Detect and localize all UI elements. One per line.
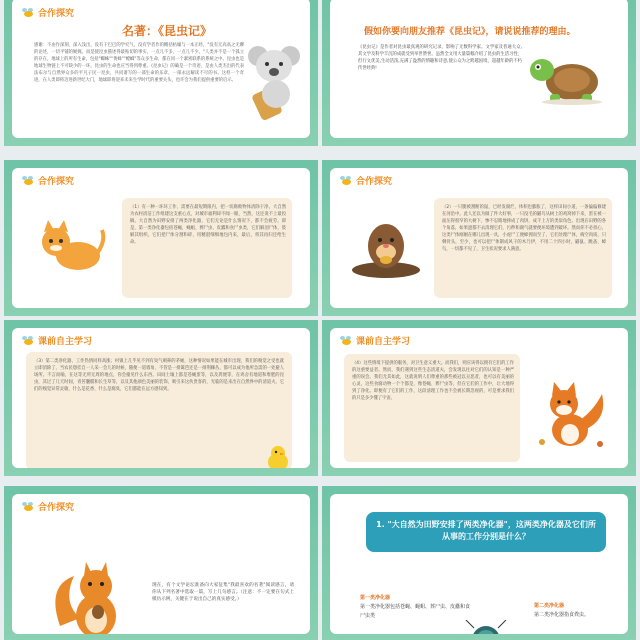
slide-1-title: 名著：《昆虫记》 xyxy=(122,24,213,38)
bee-icon xyxy=(340,176,352,186)
bee-icon xyxy=(340,336,352,346)
beetle xyxy=(464,620,508,634)
slide-1-card xyxy=(12,0,310,138)
koala xyxy=(246,42,304,122)
answer-2-heading: 第二类净化器 xyxy=(534,603,565,609)
slide-1-header xyxy=(22,6,74,19)
slide-3[interactable] xyxy=(4,160,318,316)
slide-6-header xyxy=(340,334,410,347)
slide-6-card xyxy=(330,328,628,468)
slide-1-body: 感谢：不由作深刻、深入浅出，没有干巴巴的学究气，没有学者作的概括枯燥与一本正经，"没有无高高之无聊的论述，一切平铺的娓娓。而是使昆虫描述得最贴切的事实，一点儿不多，一点儿不少。"人类并不是一个孤立的存在，地球上的所有生命，包括"蜘蛛""黄蜂""螳螂"等众多生命，都在同一个紧密联系的系统之中。昆虫也是地球生物链上不可缺少的一环。昆虫的生命也应当得到尊重。《昆虫记》的确是一个奇迹，是由人类杰出的代表法布尔与自然界众多的平凡子民一昆虫，共同谱写的一部生命的乐章，一部永远解读不尽的书。这样一个奇迹，在人类即将迈进新世纪大门，地球即将迎来未来生学时代的重要关头，也许会为我们提供重要的启示。 xyxy=(34,43,244,83)
slide-7-body: 现在，有个文学论坛准备向大家征集"我最喜欢的名著"阅读感言，请你从下列名著中选取一篇，写上几句感言。（注意：不一定要在句式上模仿示例，关键在于说出自己的真实感受。） xyxy=(152,583,294,602)
slide-7-header-label: 合作探究 xyxy=(38,503,75,513)
slide-3-body: （1）有一种一环环工作、需要在最短期限内，把一切腐败物体清除干净。大自然为农村清洁工作组建这支重心点，对城市福利却不闻一眼，当然，这还说不上最投稿。大自然为田野安排了两类净化器，它们无论是什么情况下，都不会疲劳。即是，第一类净化器包括苍蝇，蝇蛆、葬尸虫、皮蠹和食尸虫类，它们解剖尸体，肢解其组织，它们把尸体分割和碎，用精湛细细地包内来，最后，将其再归还给生命。 xyxy=(130,205,286,245)
slide-5-header xyxy=(22,334,92,347)
slide-5[interactable] xyxy=(4,320,318,476)
slide-8-answer-2 xyxy=(534,602,624,620)
slide-6[interactable] xyxy=(322,320,636,476)
slide-6-header-label: 课前自主学习 xyxy=(356,337,411,347)
bee-icon xyxy=(22,176,34,186)
bee-icon xyxy=(22,502,34,512)
bee-icon xyxy=(22,8,34,18)
slide-1-header-label: 合作探究 xyxy=(38,9,75,19)
slide-6-body: （4）这些情境下提供的服务，对卫生意义重大。而我们，则应该得以拥有它们的工作的这重要益者。然而，我们遇到这些生态清道夫，会发现以往对它们的认知是一种严重的误会。我们尤其如此，这就说明人们尊重的那些被冠以丑恶者，也可以有美丽的心灵，这些食腐动物一个个都是，像苍蝇、葬尸虫等，但在它们的工作中，让大地得到了净化。即便有了它们的工作，这段清理工作也不会被长期忽视的，可是要求我们的只是多少懂了宇宙。 xyxy=(352,361,514,401)
chick xyxy=(264,444,292,468)
slide-3-header xyxy=(22,174,74,187)
slide-8[interactable] xyxy=(322,486,636,640)
slide-4-header-label: 合作探究 xyxy=(356,177,393,187)
slide-5-header-label: 课前自主学习 xyxy=(38,337,93,347)
slide-8-question: 1. "大自然为田野安排了两类净化器"，这两类净化器及它们所从事的工作分别是什么？ xyxy=(366,512,606,552)
squirrel xyxy=(52,546,132,634)
slide-5-card xyxy=(12,328,310,468)
answer-1-text: 第一类净化器包括苍蝇、蝇蛆、葬尸虫、皮蠹和食尸虫类 xyxy=(360,604,471,619)
slide-2-title: 假如你要向朋友推荐《昆虫记》，请说说推荐的理由。 xyxy=(364,27,576,37)
slide-4[interactable] xyxy=(322,160,636,316)
cat xyxy=(36,216,106,276)
slide-4-card xyxy=(330,168,628,308)
slide-8-answer-1 xyxy=(360,594,470,621)
turtle xyxy=(526,52,606,110)
slide-1[interactable] xyxy=(4,0,318,146)
slide-5-body: （3）第二类净化器，工作热情同样高涨；村镇上几乎见不到有臭气刺鼻的茅厕，这种情况如果能在城市出现，我们的嗅觉之受也就立即消除了，当农民想挂自一人采一会儿的时候，随便一道墙角、不管是一排篱笆还是一排荆棘丛，都可以成为他所急需的一处避人场所。不言而喻，在这等无所无周的地点，你会撞见什么东西。田间土壤上都是苍蝇蛋等，以及粪便等，在鸡舍有地道和堆肥的昆虫，其过了几天时间，青苔囊膜和长生草等，以及其他颜色美丽的装饰，吸引来这伙贵客的，光临的是来出在自然界中的清道夫，它们的嗅觉异常灵敏，什么是花香、什么是腐臭，它们都能在远方感知到。 xyxy=(34,359,284,392)
mole xyxy=(350,216,422,280)
answer-2-text: 第二类净化器指食粪虫。 xyxy=(534,612,590,618)
answer-1-heading: 第一类净化器 xyxy=(360,595,391,601)
slide-8-card xyxy=(330,494,628,634)
slide-2-card xyxy=(330,0,628,138)
fox xyxy=(534,380,610,452)
slide-4-header xyxy=(340,174,392,187)
bee-icon xyxy=(22,336,34,346)
slide-7[interactable] xyxy=(4,486,318,640)
slide-2-body: 《昆虫记》是作者对昆虫最真观的研究记录，影响了无数科学家。文学家及普通大众,其文学及科学丰沉的成就受到举世赞誉。虽然全文用大量篇幅介绍了昆虫的生活习性，但行文优美,生动活泼,充满了盎然的情趣和诗意,使公众为之跨越国境，超越年龄的不朽传世经典! xyxy=(358,45,522,71)
slide-7-header xyxy=(22,500,74,513)
slide-7-card xyxy=(12,494,310,634)
slide-4-body: （2）一只腿被割断的鼠，已经发腐烂，体积也膨胀了，这样田间小道，一条偏偏修建在河沿中。此人还以为做了件大好事，一只没毛的鼹鸟从树上的鸡窝掉下来，蛋在被一面压得很窄的大树下，惨不忍睹地摔成了肉饼，成千上万的类似角色。出现在田野的各个角落，如果遮都不去清理它们，污秽和腐气就要便环境遭到破坏。然而你不必担心，这类尸体刚刚在哪儿出现一具，小虎尸工便蜂拥而至了，它们处理尸体，掏空肉质，只剩骨头，至少，也可以把尸体制成风干的木乃伊，不用二十四小时，鼹鼠、跳蚤、蟑鸟，一切都不见了，卫生状况要求人满意。 xyxy=(442,205,606,252)
slide-3-card xyxy=(12,168,310,308)
slide-3-header-label: 合作探究 xyxy=(38,177,75,187)
slide-2[interactable] xyxy=(322,0,636,146)
